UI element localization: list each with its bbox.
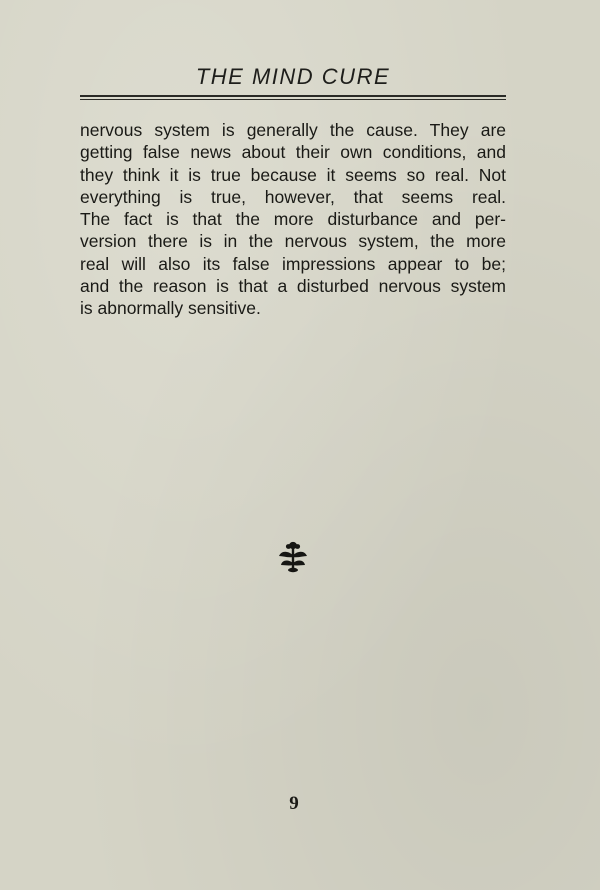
text-line: everything is true, however, that seems real.: [80, 186, 506, 207]
header-rule-thin: [80, 99, 506, 100]
running-head-title: THE MIND CURE: [195, 64, 391, 89]
text-line: version there is in the nervous system, the more: [80, 231, 506, 252]
text-line: real will also its false impressions appear to be;: [80, 253, 506, 274]
body-paragraph: [80, 119, 506, 320]
text-line-last: is abnormally sensitive.: [80, 298, 261, 319]
text-line: they think it is true because it seems so real. Not: [80, 164, 506, 185]
floral-ornament-icon: [278, 541, 308, 573]
page-number-glyph: [286, 792, 302, 812]
text-line: The fact is that the more disturbance and per-: [80, 209, 506, 230]
text-line: nervous system is generally the cause. They are: [80, 120, 506, 140]
text-line: and the reason is that a disturbed nervous system: [80, 276, 506, 297]
text-line: getting false news about their own conditions, and: [80, 142, 506, 163]
header-rule-thick: [80, 95, 506, 97]
page-number: 9: [289, 793, 299, 812]
